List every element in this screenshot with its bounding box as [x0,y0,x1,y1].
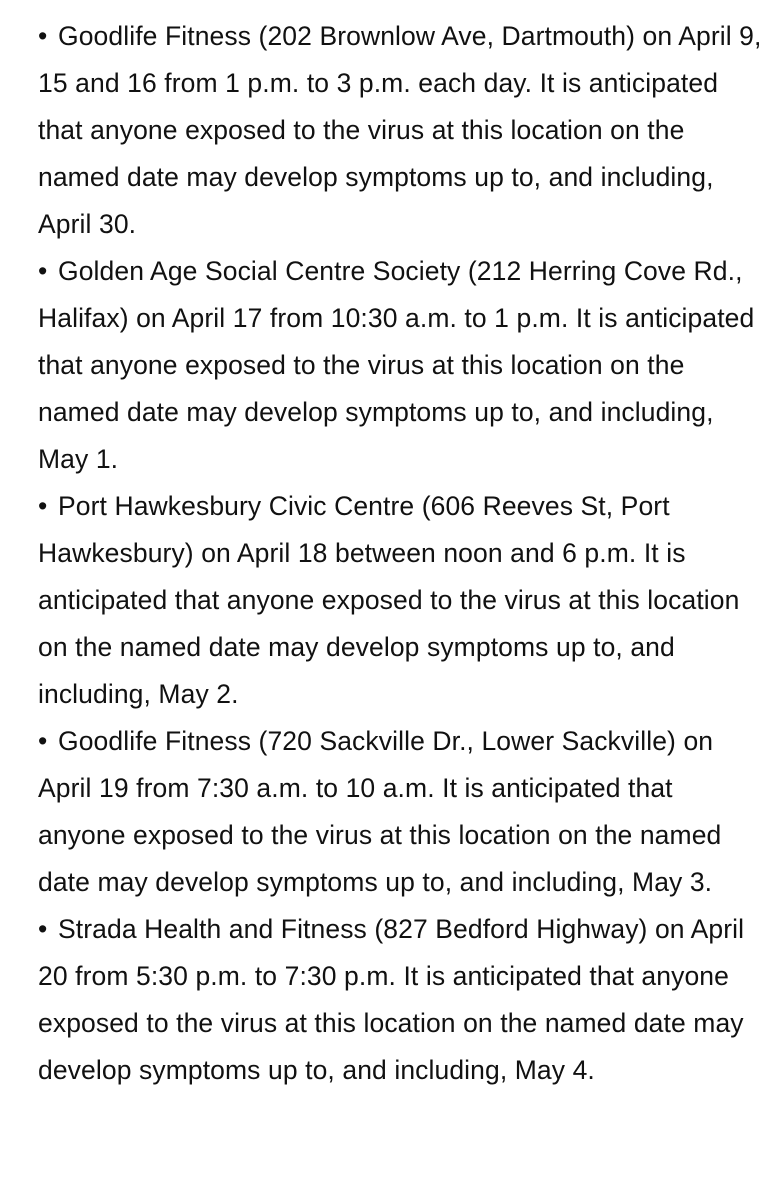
list-item [38,906,763,1094]
bullet-icon: • [38,21,48,51]
bullet-icon: • [38,491,48,521]
exposure-list [38,13,763,1094]
list-item [38,483,763,718]
list-item-text: Port Hawkesbury Civic Centre (606 Reeves St, Port Hawkesbury) on April 18 between noon and 6 p.m. It is anticipated that anyone exposed to the virus at this location on the named date may develop symptoms up to, and including, May 2. [38,491,740,709]
list-item-text: Golden Age Social Centre Society (212 Herring Cove Rd., Halifax) on April 17 from 10:30 a.m. to 1 p.m. It is anticipated that anyone exposed to the virus at this location on the named date may develop symptoms up to, and including, May 1. [38,256,755,474]
list-item-text: Goodlife Fitness (202 Brownlow Ave, Dartmouth) on April 9, 15 and 16 from 1 p.m. to 3 p.m. each day. It is anticipated that anyone exposed to the virus at this location on the named date may develop symptoms up to, and including, April 30. [38,21,762,239]
list-item [38,13,763,248]
bullet-icon: • [38,256,48,286]
bullet-icon: • [38,726,48,756]
bullet-icon: • [38,914,48,944]
list-item [38,248,763,483]
list-item-text: Goodlife Fitness (720 Sackville Dr., Lower Sackville) on April 19 from 7:30 a.m. to 10 a.m. It is anticipated that anyone exposed to the virus at this location on the named date may develop symptoms up to, and including, May 3. [38,726,722,897]
list-item [38,718,763,906]
list-item-text: Strada Health and Fitness (827 Bedford Highway) on April 20 from 5:30 p.m. to 7:30 p.m. It is anticipated that anyone exposed to the virus at this location on the named date may develop symptoms up to, and including, May 4. [38,914,745,1085]
